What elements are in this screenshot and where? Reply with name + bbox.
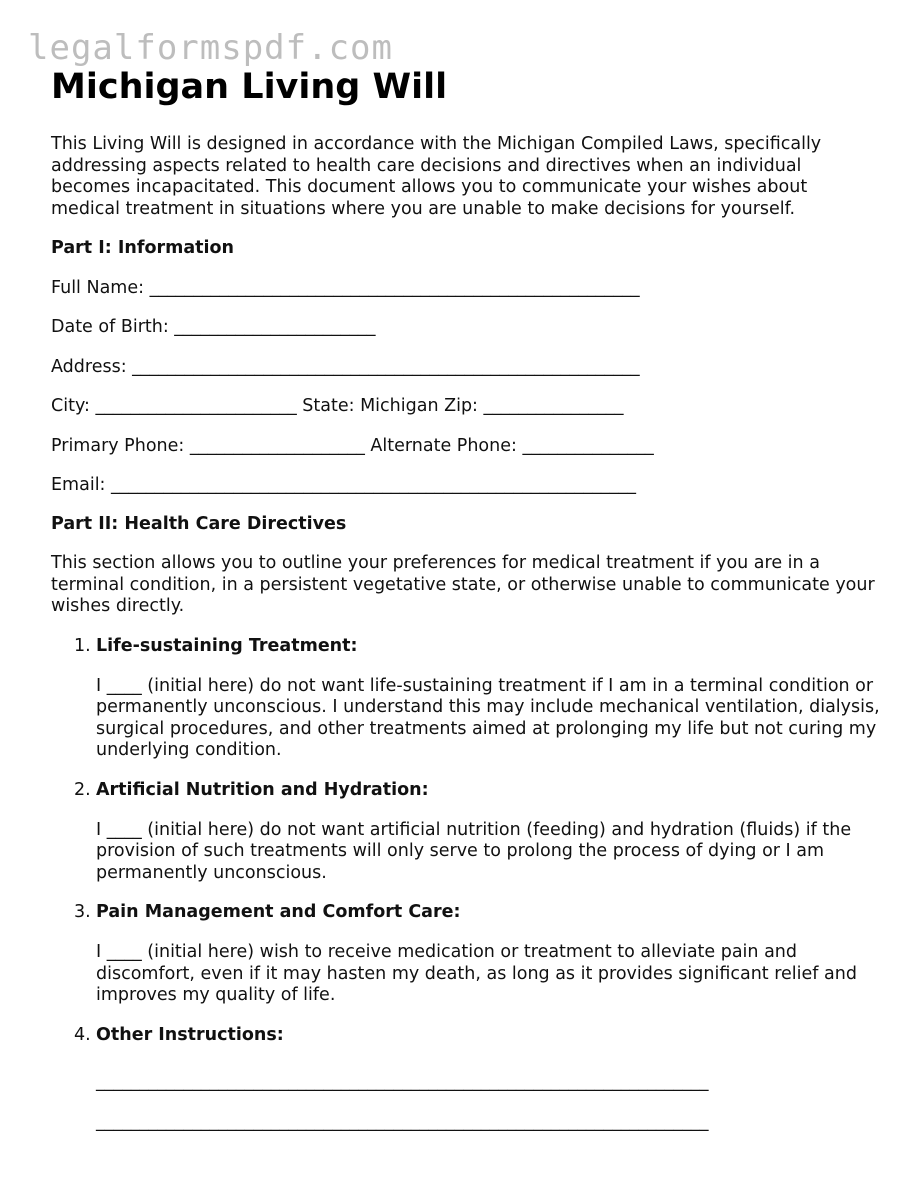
item-number: 2.	[74, 779, 91, 800]
date-of-birth-field[interactable]: Date of Birth: _______________________	[51, 317, 376, 337]
page-title: Michigan Living Will	[51, 67, 448, 107]
part2-heading: Part II: Health Care Directives	[51, 514, 347, 534]
directives-list	[51, 636, 881, 1133]
intro-paragraph: This Living Will is designed in accordance with the Michigan Compiled Laws, specifically addressing aspects related to health care decisions and directives when an individual becomes incapacitated. This document allows you to communicate your wishes about medical treatment in situations where you are unable to make decisions for yourself.	[51, 134, 822, 219]
directive-item-nutrition-hydration	[74, 779, 881, 885]
item-title: Artificial Nutrition and Hydration:	[96, 779, 429, 800]
part1-heading: Part I: Information	[51, 238, 234, 258]
item-title: Other Instructions:	[96, 1024, 284, 1045]
item-body[interactable]: I ____ (initial here) do not want artificial nutrition (feeding) and hydration (fluids) if the provision of such treatments will only serve to prolong the process of dying or I am permanently unconscious.	[96, 819, 852, 883]
item-title: Life-sustaining Treatment:	[96, 635, 358, 656]
address-field[interactable]: Address: __________________________________________________________	[51, 356, 640, 377]
item-number: 4.	[74, 1024, 91, 1045]
item-number: 1.	[74, 635, 91, 656]
item-number: 3.	[74, 902, 91, 922]
directive-item-pain-management	[74, 902, 881, 1007]
part2-intro-paragraph: This section allows you to outline your preferences for medical treatment if you are in a terminal condition, in a persistent vegetative state, or otherwise unable to communicate your wishes directly.	[51, 553, 875, 616]
item-body[interactable]: I ____ (initial here) wish to receive medication or treatment to alleviate pain and discomfort, even if it may hasten my death, as long as it provides significant relief and improves my quality of life.	[96, 942, 857, 1005]
phone-fields[interactable]: Primary Phone: ____________________ Alternate Phone: _______________	[51, 435, 654, 456]
document-page	[51, 64, 881, 1151]
city-state-zip-field[interactable]: City: _______________________ State: Michigan Zip: ________________	[51, 396, 624, 416]
other-instructions-line[interactable]: ______________________________________________________________________	[96, 1111, 709, 1132]
email-field[interactable]: Email: ____________________________________________________________	[51, 475, 637, 495]
item-body[interactable]: I ____ (initial here) do not want life-sustaining treatment if I am in a terminal condition or permanently unconscious. I understand this may include mechanical ventilation, dialysis, surgical procedures, and other treatments aimed at prolonging my life but not curing my underlying condition.	[96, 675, 880, 760]
item-title: Pain Management and Comfort Care:	[96, 902, 461, 922]
full-name-field[interactable]: Full Name: ________________________________________________________	[51, 277, 640, 298]
directive-item-life-sustaining	[74, 635, 881, 762]
other-instructions-line[interactable]: ______________________________________________________________________	[96, 1071, 709, 1092]
watermark: legalformspdf.com	[28, 28, 393, 68]
directive-item-other-instructions	[74, 1024, 881, 1133]
